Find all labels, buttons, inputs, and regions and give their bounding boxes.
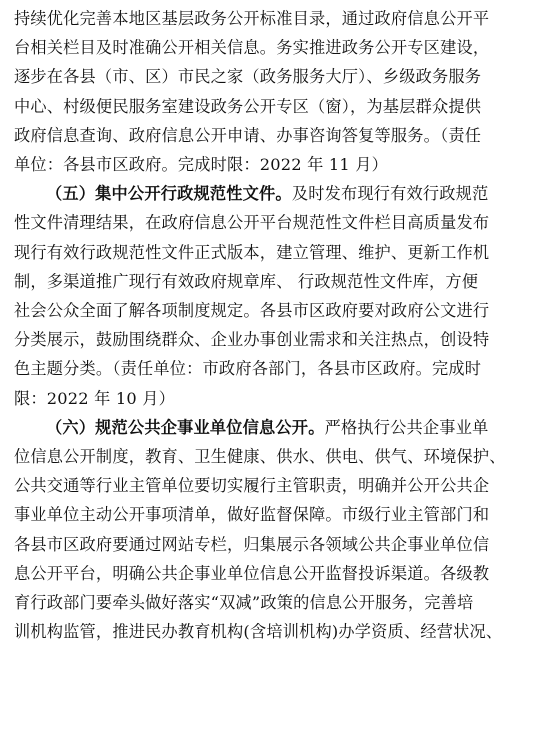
text-line: 限：2022 年 10 月） — [14, 388, 175, 408]
paragraph-basic-level — [14, 4, 536, 179]
text-line: 息公开平台，明确公共企事业单位信息公开监督投诉渠道。各级教 — [14, 563, 490, 583]
text-line: 持续优化完善本地区基层政务公开标准目录，通过政府信息公开平 — [14, 9, 490, 28]
text-line — [14, 413, 536, 442]
text-line: 训机构监管，推进民办教育机构(含培训机构)办学资质、经营状况、 — [14, 622, 503, 642]
text-line: 台相关栏目及时准确公开相关信息。务实推进政务公开专区建设， — [14, 38, 490, 58]
text-line: 各县市区政府要通过网站专栏，归集展示各领域公共企事业单位信 — [14, 534, 490, 554]
text-fragment: 及时发布现行有效行政规范 — [291, 184, 489, 204]
paragraph-section-five — [14, 179, 536, 413]
text-line: 单位：各县市区政府。完成时限：2022 年 11 月） — [14, 155, 389, 175]
text-line: 位信息公开制度，教育、卫生健康、供水、供电、供气、环境保护、 — [14, 447, 506, 467]
text-line: 制，多渠道推广现行有效政府规章库、 行政规范性文件库，方便 — [14, 271, 479, 291]
text-line: 育行政部门要牵头做好落实“双减”政策的信息公开服务，完善培 — [14, 593, 474, 613]
text-line: 分类展示，鼓励围绕群众、企业办事创业需求和关注热点，创设特 — [14, 330, 490, 350]
text-line: 公共交通等行业主管单位要切实履行主管职责，明确并公开公共企 — [14, 476, 490, 496]
paragraph-section-six — [14, 413, 536, 647]
text-line: 色主题分类。（责任单位：市政府各部门，各县市区政府。完成时 — [14, 359, 482, 379]
text-line: 事业单位主动公开事项清单，做好监督保障。市级行业主管部门和 — [14, 505, 490, 525]
section-heading-six: （六）规范公共企事业单位信息公开。 — [46, 417, 325, 437]
text-line: 性文件清理结果，在政府信息公开平台规范性文件栏目高质量发布 — [14, 213, 490, 233]
text-fragment: 严格执行公共企事业单 — [324, 417, 489, 437]
text-line: 社会公众全面了解各项制度规定。各县市区政府要对政府公文进行 — [14, 301, 490, 321]
text-line: 中心、村级便民服务室建设政务公开专区（窗），为基层群众提供 — [14, 96, 482, 116]
text-line: 逐步在各县（市、区）市民之家（政务服务大厅）、乡级政务服务 — [14, 67, 482, 87]
section-heading-five: （五）集中公开行政规范性文件。 — [46, 184, 292, 204]
text-line: 政府信息查询、政府信息公开申请、办事咨询答复等服务。（责任 — [14, 125, 482, 145]
text-line: 现行有效行政规范性文件正式版本，建立管理、维护、更新工作机 — [14, 242, 490, 262]
text-line — [14, 179, 536, 208]
